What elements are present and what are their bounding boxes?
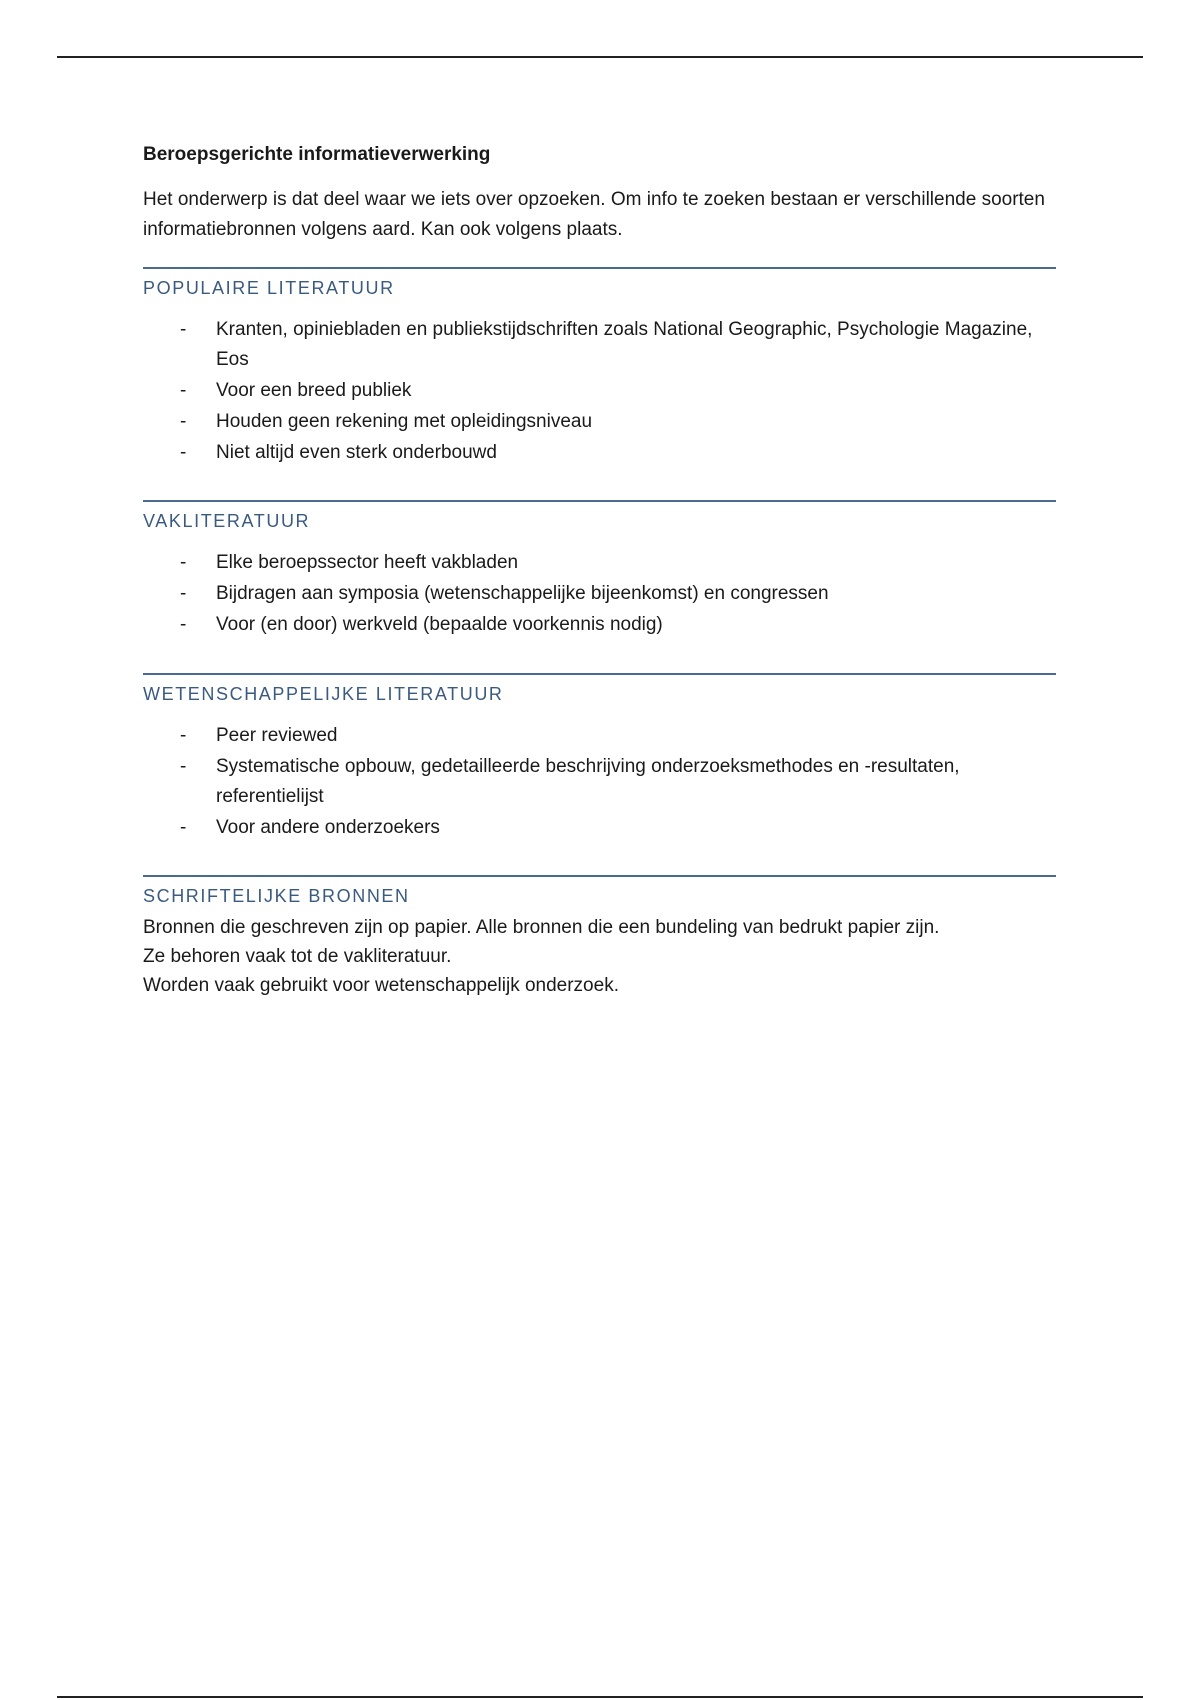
list-item (143, 813, 1056, 843)
dash-bullet: - (180, 411, 187, 432)
dash-bullet: - (180, 442, 187, 463)
paragraph-line: Ze behoren vaak tot de vakliteratuur. (143, 946, 452, 967)
dash-bullet: - (180, 756, 187, 777)
section-populaire-literatuur (143, 267, 1056, 468)
document-title: Beroepsgerichte informatieverwerking (143, 144, 491, 165)
list-item-text: Kranten, opiniebladen en publiekstijdschriften zoals National Geographic, Psychologie Magazine, Eos (216, 319, 1033, 370)
section-heading: VAKLITERATUUR (143, 511, 311, 531)
dash-bullet: - (180, 614, 187, 635)
dash-bullet: - (180, 319, 187, 340)
list-item-text: Systematische opbouw, gedetailleerde beschrijving onderzoeksmethodes en -resultaten, referentielijst (216, 756, 960, 807)
page-top-rule (57, 56, 1143, 58)
dash-bullet: - (180, 552, 187, 573)
list-item (143, 752, 1056, 812)
paragraph-line: Bronnen die geschreven zijn op papier. Alle bronnen die een bundeling van bedrukt papier zijn. (143, 917, 940, 938)
dash-bullet: - (180, 817, 187, 838)
list-item (143, 376, 1056, 406)
list-item (143, 548, 1056, 578)
section-heading: WETENSCHAPPELIJKE LITERATUUR (143, 684, 504, 704)
list-item-text: Niet altijd even sterk onderbouwd (216, 442, 497, 463)
document-body (143, 142, 1056, 1000)
list-item-text: Voor andere onderzoekers (216, 817, 440, 838)
list-item-text: Peer reviewed (216, 725, 338, 746)
list-item (143, 610, 1056, 640)
section-wetenschappelijke-literatuur (143, 673, 1056, 843)
list-item (143, 438, 1056, 468)
list-item-text: Voor (en door) werkveld (bepaalde voorkennis nodig) (216, 614, 663, 635)
page-bottom-rule (57, 1696, 1143, 1698)
list-item (143, 407, 1056, 437)
list-item (143, 721, 1056, 751)
dash-bullet: - (180, 380, 187, 401)
list-item-text: Bijdragen aan symposia (wetenschappelijke bijeenkomst) en congressen (216, 583, 829, 604)
list-item-text: Voor een breed publiek (216, 380, 412, 401)
list-item (143, 579, 1056, 609)
list-item-text: Elke beroepssector heeft vakbladen (216, 552, 519, 573)
list-item-text: Houden geen rekening met opleidingsniveau (216, 411, 593, 432)
dash-bullet: - (180, 725, 187, 746)
intro-paragraph: Het onderwerp is dat deel waar we iets over opzoeken. Om info te zoeken bestaan er verschillende soorten informatiebronnen volgens aard. Kan ook volgens plaats. (143, 189, 1045, 240)
bullet-list (143, 315, 1056, 468)
section-schriftelijke-bronnen (143, 875, 1056, 1000)
section-heading: POPULAIRE LITERATUUR (143, 278, 395, 298)
bullet-list (143, 548, 1056, 640)
bullet-list (143, 721, 1056, 843)
section-vakliteratuur (143, 500, 1056, 640)
dash-bullet: - (180, 583, 187, 604)
list-item (143, 315, 1056, 375)
section-heading: SCHRIFTELIJKE BRONNEN (143, 886, 410, 906)
paragraph-line: Worden vaak gebruikt voor wetenschappelijk onderzoek. (143, 975, 619, 996)
